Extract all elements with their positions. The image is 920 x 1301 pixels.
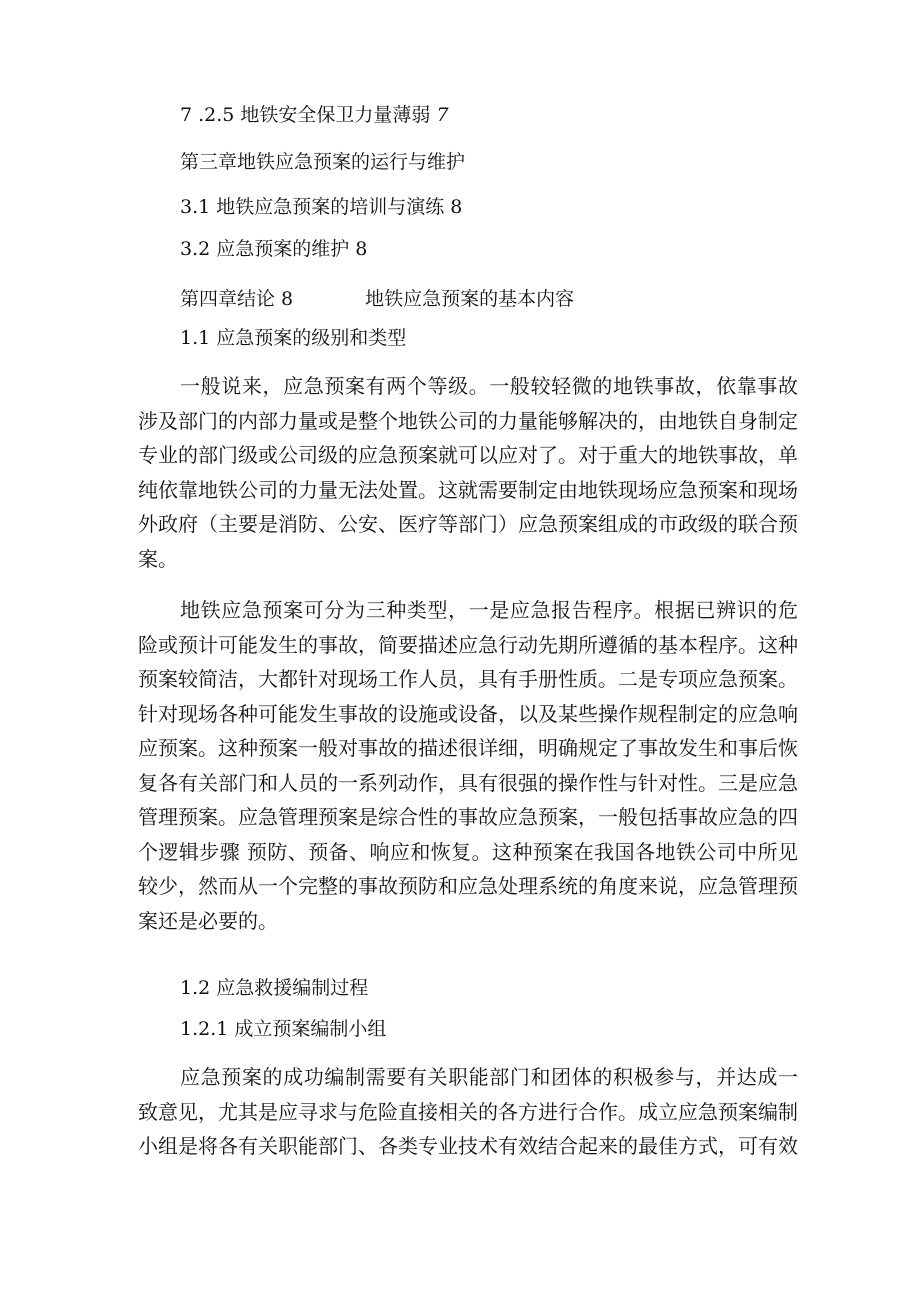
section-heading-1-2: 1.2 应急救援编制过程 [180,977,369,999]
paragraph-emergency-types: 地铁应急预案可分为三种类型，一是应急报告程序。根据已辨识的危险或预计可能发生的事故，简要描述应急行动先期所遵循的基本程序。这种预案较简洁，大都针对现场工作人员，具有手册性质。二是专项应急预案。针对现场各种可能发生事故的设施或设备，以及某些操作规程制定的应急响应预案。这种预案一般对事故的描述很详细，明确规定了事故发生和事后恢复各有关部门和人员的一系列动作，具有很强的操作性与针对性。三是应急管理预案。应急管理预案是综合性的事故应急预案，一般包括事故应急的四个逻辑步骤 预防、预备、响应和恢复。这种预案在我国各地铁公司中所见较少，然而从一个完整的事故预防和应急处理系统的角度来说，应急管理预案还是必要的。 [138,598,798,933]
toc-item-3-2: 3.2 应急预案的维护 8 [180,238,368,260]
toc-item-3-1: 3.1 地铁应急预案的培训与演练 8 [180,196,463,218]
paragraph-planning-team: 应急预案的成功编制需要有关职能部门和团体的积极参与，并达成一致意见，尤其是应寻求与危险直接相关的各方进行合作。成立应急预案编制小组是将各有关职能部门、各类专业技术有效结合起来的最佳方式，可有效 [138,1065,798,1158]
toc-chapter-4-label: 第四章结论 8 [180,288,294,310]
section-heading-1-1: 1.1 应急预案的级别和类型 [180,327,407,349]
paragraph-emergency-levels: 一般说来，应急预案有两个等级。一般较轻微的地铁事故，依靠事故涉及部门的内部力量或是整个地铁公司的力量能够解决的，由地铁自身制定专业的部门级或公司级的应急预案就可以应对了。对于重大的地铁事故，单纯依靠地铁公司的力量无法处置。这就需要制定由地铁现场应急预案和现场外政府（主要是消防、公安、医疗等部门）应急预案组成的市政级的联合预案。 [138,374,798,571]
section-heading-1-2-1: 1.2.1 成立预案编制小组 [180,1018,387,1040]
chapter-1-title: 地铁应急预案的基本内容 [365,288,575,310]
toc-chapter-3: 第三章地铁应急预案的运行与维护 [180,151,466,173]
toc-item-number: 7 [180,104,193,126]
toc-item-2-2-5 [180,103,449,127]
toc-chapter-4 [180,287,574,311]
toc-item-page: 7 [436,104,449,126]
toc-item-text: .2.5 地铁安全保卫力量薄弱 [192,104,437,126]
